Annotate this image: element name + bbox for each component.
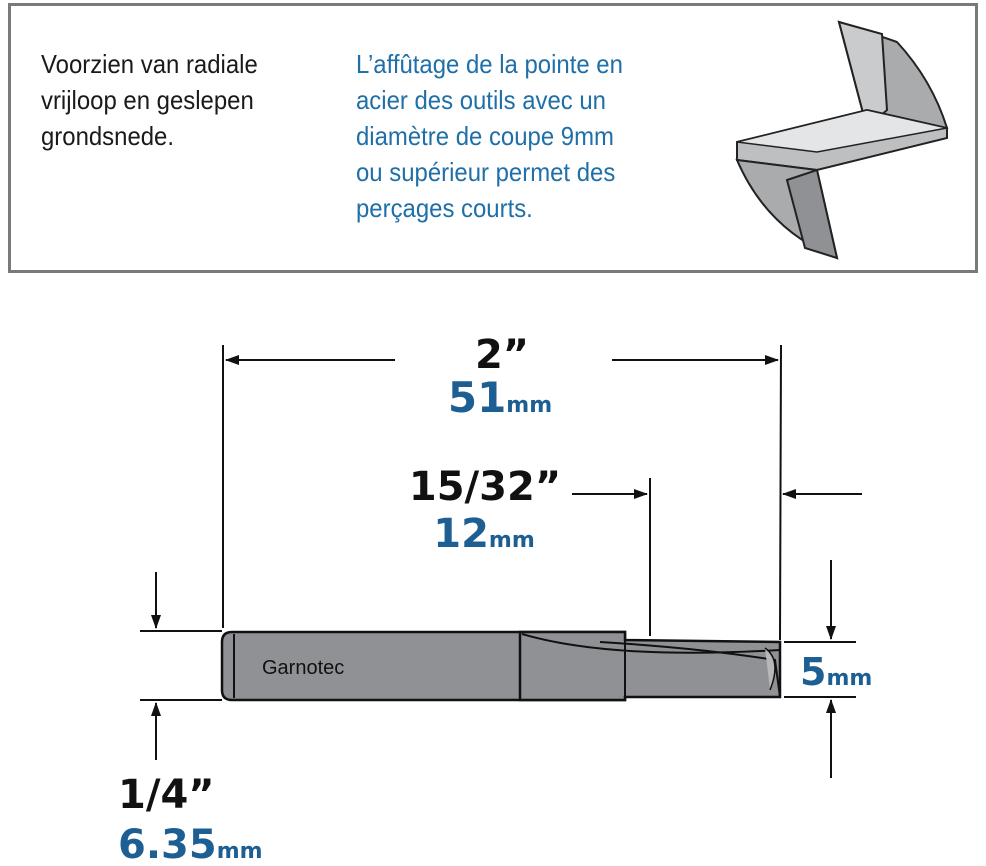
shank-diameter-metric: 6.35mm — [118, 822, 263, 866]
brand-label: Garnotec — [262, 657, 345, 679]
overall-right-extension — [780, 345, 781, 640]
cutting-length-metric: 12mm — [433, 511, 535, 557]
cutting-diameter-metric: 5mm — [800, 650, 873, 694]
shank-diameter-imperial: 1/4” — [118, 772, 215, 818]
overall-length-imperial: 2” — [474, 332, 530, 378]
overall-length-metric: 51mm — [447, 373, 553, 422]
dutch-description: Voorzien van radiale vrijloop en geslepen grondsnede. — [41, 49, 258, 151]
french-description: L’affûtage de la pointe en acier des outils avec un diamètre de coupe 9mm ou supérieur permet des perçages courts. — [356, 49, 623, 223]
cutting-length-imperial: 15/32” — [408, 464, 562, 510]
